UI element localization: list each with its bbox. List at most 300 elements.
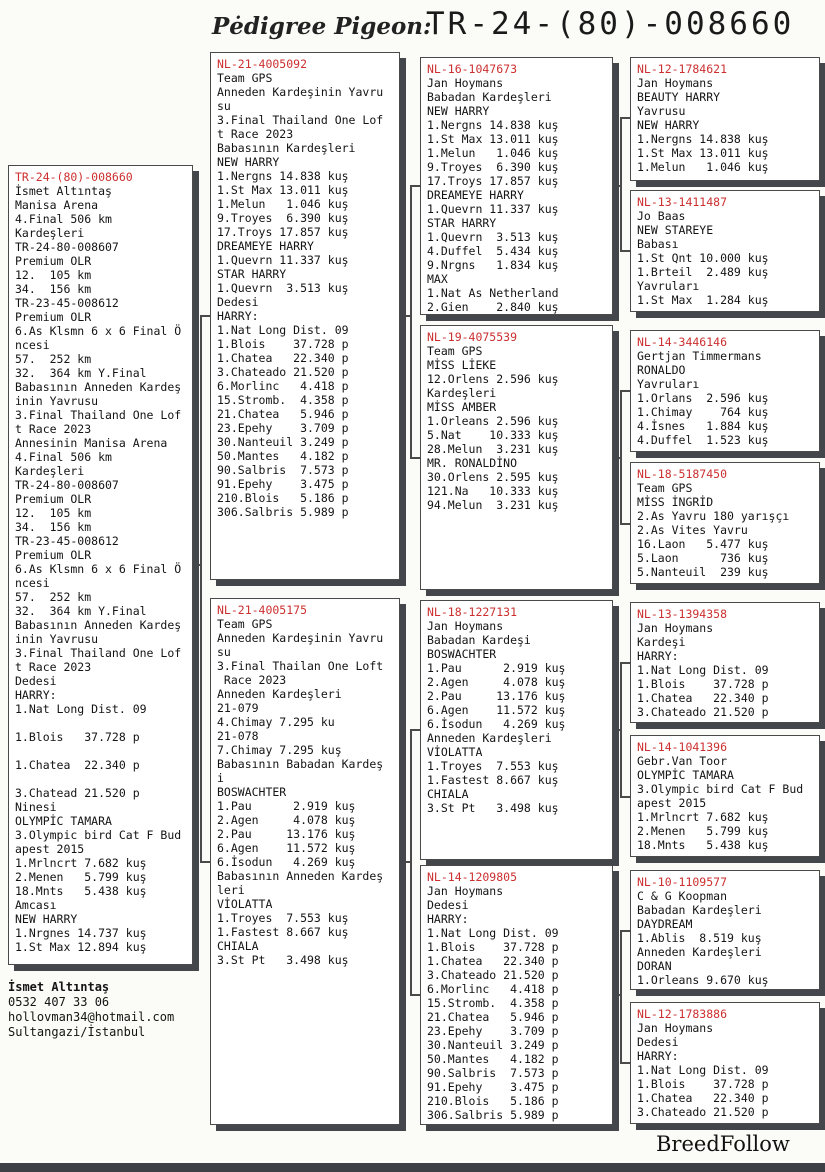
- pedigree-text-line: MR. RONALDİNO: [427, 456, 518, 470]
- pedigree-text-line: Babasının Kardeşleri: [217, 141, 356, 155]
- pedigree-text-line: TR-23-45-008612: [15, 534, 119, 548]
- pedigree-text-line: 2.Menen 5.799 kuş: [637, 824, 769, 838]
- pedigree-text-line: Babasının Anneden Kardeş: [15, 380, 182, 394]
- pedigree-text-line: 12. 105 km: [15, 268, 92, 282]
- pedigree-text-line: Babasının Babadan Kardeş: [217, 757, 384, 771]
- pedigree-text-line: 5.Nat 10.333 kuş: [427, 428, 559, 442]
- connector-line: [620, 117, 630, 119]
- connector-line: [620, 930, 622, 1064]
- pedigree-text-line: 6.As Klsmn 6 x 6 Final Ö: [15, 562, 182, 576]
- pedigree-text-line: 2.Gien 2.840 kuş: [427, 300, 559, 314]
- pedigree-text-line: 5.Nanteuil 239 kuş: [637, 565, 769, 579]
- ring-id: NL-19-4075539: [427, 330, 518, 344]
- ring-id: NL-14-3446146: [637, 335, 728, 349]
- pedigree-text-line: Race 2023: [217, 673, 287, 687]
- pedigree-text-line: Dedesi: [15, 674, 57, 688]
- connector-line: [620, 523, 630, 525]
- pedigree-text-line: 4.İsnes 1.884 kuş: [637, 419, 769, 433]
- pedigree-text-line: Ninesi: [15, 800, 57, 814]
- pedigree-text-line: Babadan Kardeşleri: [637, 903, 762, 917]
- pedigree-text-line: 3.St Pt 3.498 kuş: [427, 801, 559, 815]
- pedigree-text-line: 6.İsodun 4.269 kuş: [427, 717, 566, 731]
- pedigree-text-line: 9.Troyes 6.390 kuş: [217, 211, 349, 225]
- pedigree-text-line: 12. 105 km: [15, 506, 92, 520]
- connector-line: [620, 796, 630, 798]
- pedigree-text-line: 17.Troys 17.857 kuş: [427, 174, 559, 188]
- pedigree-text-line: 1.Orleans 2.596 kuş: [427, 414, 559, 428]
- breeder-email: hollovman34@hotmail.com: [8, 1010, 175, 1024]
- pedigree-text-line: 1.Nat Long Dist. 09: [637, 663, 769, 677]
- pedigree-text-line: 3.Chatead 21.520 p: [15, 786, 140, 800]
- pedigree-text-line: t Race 2023: [15, 660, 92, 674]
- pedigree-text-line: HARRY:: [637, 1049, 679, 1063]
- pedigree-text-line: 1.Melun 1.046 kuş: [637, 160, 769, 174]
- pedigree-text-line: 4.Chimay 7.295 ku: [217, 715, 335, 729]
- pedigree-text-line: 50.Mantes 4.182 p: [427, 1052, 559, 1066]
- box-lines: [427, 619, 606, 815]
- box-lines: [637, 349, 813, 447]
- connector-line: [620, 390, 622, 525]
- breeder-name: İsmet Altıntaş: [8, 980, 110, 994]
- pedigree-text-line: 1.Nat Long Dist. 09: [15, 702, 147, 716]
- pedigree-text-line: Kardeşleri: [15, 464, 85, 478]
- pedigree-box-paternal-granddam: [420, 325, 613, 590]
- pedigree-text-line: HARRY:: [15, 688, 57, 702]
- pedigree-text-line: HARRY:: [637, 649, 679, 663]
- connector-line: [410, 729, 412, 996]
- pedigree-text-line: 1.Chatea 22.340 p: [637, 1091, 769, 1105]
- pedigree-text-line: Annesinin Manisa Arena: [15, 436, 168, 450]
- pedigree-text-line: 1.Orleans 9.670 kuş: [637, 973, 769, 987]
- pedigree-text-line: 9.Troyes 6.390 kuş: [427, 160, 559, 174]
- pedigree-text-line: DREAMEYE HARRY: [427, 188, 524, 202]
- pedigree-text-line: Kardeşi: [637, 635, 686, 649]
- pedigree-text-line: RONALDO: [637, 363, 686, 377]
- pedigree-text-line: t Race 2023: [217, 127, 294, 141]
- box-lines: [637, 481, 813, 579]
- pedigree-text-line: BEAUTY HARRY: [637, 90, 721, 104]
- connector-line: [200, 861, 210, 863]
- ring-id: NL-21-4005092: [217, 57, 308, 71]
- connector-line: [620, 662, 622, 798]
- pedigree-text-line: 1.St Max 13.011 kuş: [217, 183, 349, 197]
- pedigree-text-line: 18.Mnts 5.438 kuş: [637, 838, 769, 852]
- pedigree-text-line: 2.Menen 5.799 kuş: [15, 870, 147, 884]
- pedigree-text-line: 1.Nergns 14.838 kuş: [427, 118, 559, 132]
- pedigree-text-line: Jan Hoymans: [427, 884, 504, 898]
- pedigree-text-line: 1.Blois 37.728 p: [637, 1077, 769, 1091]
- pedigree-text-line: 21-079: [217, 701, 259, 715]
- pedigree-text-line: 2.Pau 13.176 kuş: [217, 827, 356, 841]
- pedigree-text-line: 3.Final Thailand One Lof: [15, 646, 182, 660]
- pedigree-text-line: Jan Hoymans: [637, 621, 714, 635]
- pedigree-text-line: BOSWACHTER: [427, 647, 497, 661]
- pedigree-text-line: HARRY:: [217, 309, 259, 323]
- pedigree-text-line: 3.Final Thailand One Lof: [15, 408, 182, 422]
- pedigree-text-line: inin Yavrusu: [15, 632, 99, 646]
- pedigree-text-line: 3.Chateado 21.520 p: [637, 1105, 769, 1119]
- pedigree-box-maternal-granddam: [420, 865, 613, 1125]
- pedigree-text-line: Jo Baas: [637, 209, 686, 223]
- pedigree-text-line: VİOLATTA: [217, 897, 273, 911]
- pedigree-text-line: apest 2015: [637, 796, 707, 810]
- pedigree-text-line: NEW HARRY: [15, 912, 78, 926]
- pedigree-text-line: 1.Blois 37.728 p: [217, 337, 349, 351]
- pedigree-text-line: MİSS İNGRİD: [637, 495, 714, 509]
- pedigree-text-line: Jan Hoymans: [427, 76, 504, 90]
- connector-line: [620, 662, 630, 664]
- pedigree-text-line: 210.Blois 5.186 p: [427, 1094, 559, 1108]
- pedigree-text-line: 1.Pau 2.919 kuş: [427, 661, 566, 675]
- pedigree-text-line: Anneden Kardeşinin Yavru: [217, 631, 384, 645]
- pedigree-text-line: 6.Morlinc 4.418 p: [217, 379, 349, 393]
- breedfollow-logo: BreedFollow: [656, 1132, 790, 1156]
- box-lines: [427, 76, 606, 314]
- pedigree-text-line: 21.Chatea 5.946 p: [427, 1010, 559, 1024]
- ring-id: TR-24-(80)-008660: [15, 170, 133, 184]
- pedigree-text-line: TR-23-45-008612: [15, 296, 119, 310]
- pedigree-text-line: Babasının Anneden Kardeş: [15, 618, 182, 632]
- pedigree-text-line: 15.Stromb. 4.358 p: [217, 393, 349, 407]
- ring-id: NL-14-1209805: [427, 870, 518, 884]
- pedigree-text-line: 1.Chatea 22.340 p: [427, 954, 559, 968]
- pedigree-text-line: 1.St Qnt 10.000 kuş: [637, 251, 769, 265]
- pedigree-box-paternal-grandsire: [420, 57, 613, 315]
- pedigree-box-great-grandparent-1: [630, 57, 820, 181]
- pedigree-text-line: Anneden Kardeşleri: [217, 687, 342, 701]
- pedigree-text-line: 121.Na 10.333 kuş: [427, 484, 559, 498]
- pedigree-text-line: 1.Nat Long Dist. 09: [427, 926, 559, 940]
- pedigree-box-great-grandparent-6: [630, 735, 820, 857]
- pedigree-text-line: 1.Fastest 8.667 kuş: [427, 773, 559, 787]
- pedigree-text-line: NEW HARRY: [427, 104, 490, 118]
- pedigree-text-line: 6.Agen 11.572 kuş: [427, 703, 566, 717]
- bottom-bar: [0, 1163, 825, 1172]
- pedigree-text-line: Babasının Anneden Kardeş: [217, 869, 384, 883]
- ring-id: NL-12-1784621: [637, 62, 728, 76]
- pedigree-text-line: 16.Laon 5.477 kuş: [637, 537, 769, 551]
- pedigree-text-line: MİSS LİEKE: [427, 358, 497, 372]
- pedigree-text-line: Jan Hoymans: [427, 619, 504, 633]
- pedigree-text-line: NEW HARRY: [637, 118, 700, 132]
- connector-line: [410, 185, 420, 187]
- pedigree-text-line: 306.Salbris 5.989 p: [217, 505, 349, 519]
- pedigree-text-line: 57. 252 km: [15, 590, 92, 604]
- pedigree-text-line: 6.As Klsmn 6 x 6 Final Ö: [15, 324, 182, 338]
- pedigree-text-line: CHIALA: [217, 939, 259, 953]
- pedigree-text-line: 4.Final 506 km: [15, 212, 112, 226]
- pedigree-text-line: 1.Mrlncrt 7.682 kuş: [637, 810, 769, 824]
- pedigree-text-line: DREAMEYE HARRY: [217, 239, 314, 253]
- pedigree-text-line: Dedesi: [427, 898, 469, 912]
- pedigree-text-line: t Race 2023: [15, 422, 92, 436]
- pedigree-text-line: 6.Agen 11.572 kuş: [217, 841, 356, 855]
- pedigree-text-line: CHIALA: [427, 787, 469, 801]
- connector-line: [410, 457, 420, 459]
- pedigree-text-line: 1.Troyes 7.553 kuş: [427, 759, 559, 773]
- pedigree-text-line: 210.Blois 5.186 p: [217, 491, 349, 505]
- pedigree-text-line: Amcası: [15, 898, 57, 912]
- pedigree-text-line: 90.Salbris 7.573 p: [217, 463, 349, 477]
- pedigree-text-line: Premium OLR: [15, 254, 92, 268]
- pedigree-text-line: 1.Orlans 2.596 kuş: [637, 391, 769, 405]
- connector-line: [620, 1062, 630, 1064]
- pedigree-text-line: Kardeşleri: [15, 226, 85, 240]
- pedigree-text-line: 91.Epehy 3.475 p: [217, 477, 349, 491]
- pedigree-text-line: 1.Blois 37.728 p: [637, 677, 769, 691]
- pedigree-text-line: 32. 364 km Y.Final: [15, 366, 147, 380]
- pedigree-text-line: 2.As Vites Yavru: [637, 523, 748, 537]
- ring-id: NL-14-1041396: [637, 740, 728, 754]
- pedigree-text-line: Team GPS: [217, 617, 273, 631]
- pedigree-text-line: 30.Nanteuil 3.249 p: [217, 435, 349, 449]
- pedigree-text-line: 1.St Max 13.011 kuş: [427, 132, 559, 146]
- connector-line: [200, 315, 210, 317]
- pedigree-text-line: 15.Stromb. 4.358 p: [427, 996, 559, 1010]
- pedigree-text-line: 91.Epehy 3.475 p: [427, 1080, 559, 1094]
- pedigree-text-line: 1.Brteil 2.489 kuş: [637, 265, 769, 279]
- pedigree-text-line: 50.Mantes 4.182 p: [217, 449, 349, 463]
- pedigree-text-line: 18.Mnts 5.438 kuş: [15, 884, 147, 898]
- pedigree-text-line: Anneden Kardeşleri: [427, 731, 552, 745]
- pedigree-text-line: 1.Nergns 14.838 kuş: [637, 132, 769, 146]
- connector-line: [200, 315, 202, 863]
- box-lines: [637, 209, 813, 307]
- pedigree-text-line: su: [217, 99, 231, 113]
- pedigree-box-great-grandparent-5: [630, 602, 820, 723]
- pedigree-text-line: STAR HARRY: [217, 267, 287, 281]
- pedigree-text-line: DAYDREAM: [637, 917, 693, 931]
- pedigree-box-subject: [8, 165, 193, 965]
- pedigree-text-line: 1.Nat As Netherland: [427, 286, 559, 300]
- pedigree-text-line: 4.Duffel 5.434 kuş: [427, 244, 559, 258]
- pedigree-text-line: 2.Pau 13.176 kuş: [427, 689, 566, 703]
- pedigree-text-line: Dedesi: [217, 295, 259, 309]
- pedigree-box-great-grandparent-3: [630, 330, 820, 452]
- pedigree-text-line: OLYMPİC TAMARA: [15, 814, 112, 828]
- pedigree-text-line: Manisa Arena: [15, 198, 99, 212]
- pedigree-text-line: 32. 364 km Y.Final: [15, 604, 147, 618]
- pedigree-text-line: apest 2015: [15, 842, 85, 856]
- pedigree-text-line: 30.Orlens 2.595 kuş: [427, 470, 559, 484]
- pedigree-text-line: 2.Agen 4.078 kuş: [427, 675, 566, 689]
- pedigree-text-line: 1.Quevrn 3.513 kuş: [427, 230, 559, 244]
- pedigree-text-line: BOSWACHTER: [217, 785, 287, 799]
- pedigree-text-line: MİSS AMBER: [427, 400, 497, 414]
- pedigree-text-line: 2.As Yavru 180 yarışçı: [637, 509, 790, 523]
- pedigree-text-line: NEW HARRY: [217, 155, 280, 169]
- pedigree-text-line: 94.Melun 3.231 kuş: [427, 498, 559, 512]
- pedigree-text-line: 1.Blois 37.728 p: [427, 940, 559, 954]
- pedigree-text-line: 1.St Max 13.011 kuş: [637, 146, 769, 160]
- pedigree-text-line: 7.Chimay 7.295 kuş: [217, 743, 342, 757]
- pedigree-text-line: 1.Chatea 22.340 p: [15, 758, 140, 772]
- pedigree-text-line: 306.Salbris 5.989 p: [427, 1108, 559, 1122]
- pedigree-text-line: 1.Melun 1.046 kuş: [427, 146, 559, 160]
- pedigree-text-line: Premium OLR: [15, 310, 92, 324]
- pedigree-text-line: 34. 156 km: [15, 282, 92, 296]
- ring-id: NL-12-1783886: [637, 1007, 728, 1021]
- pedigree-text-line: 3.Chateado 21.520 p: [427, 968, 559, 982]
- pedigree-text-line: Jan Hoymans: [637, 76, 714, 90]
- pedigree-text-line: Team GPS: [637, 481, 693, 495]
- pedigree-text-line: TR-24-80-008607: [15, 240, 119, 254]
- box-lines: [637, 621, 813, 719]
- pedigree-text-line: 1.Nat Long Dist. 09: [637, 1063, 769, 1077]
- breeder-contact: [8, 980, 174, 1040]
- pedigree-text-line: 1.Troyes 7.553 kuş: [217, 911, 349, 925]
- pedigree-text-line: MAX: [427, 272, 448, 286]
- connector-line: [410, 185, 412, 459]
- pedigree-text-line: Yavruları: [637, 279, 700, 293]
- ring-id: NL-16-1047673: [427, 62, 518, 76]
- box-lines: [427, 884, 606, 1122]
- pedigree-text-line: 1.Chimay 764 kuş: [637, 405, 769, 419]
- connector-line: [620, 390, 630, 392]
- pedigree-text-line: 5.Laon 736 kuş: [637, 551, 769, 565]
- pedigree-text-line: Premium OLR: [15, 548, 92, 562]
- pedigree-text-line: 1.Fastest 8.667 kuş: [217, 925, 349, 939]
- pedigree-text-line: STAR HARRY: [427, 216, 497, 230]
- pedigree-text-line: 1.Blois 37.728 p: [15, 730, 140, 744]
- pedigree-text-line: 23.Epehy 3.709 p: [427, 1024, 559, 1038]
- pedigree-text-line: i: [217, 771, 224, 785]
- pedigree-text-line: Team GPS: [427, 344, 483, 358]
- page-title: Pėdigree Pigeon:: [212, 13, 432, 40]
- box-lines: [637, 76, 813, 174]
- pedigree-text-line: İsmet Altıntaş: [15, 184, 112, 198]
- pedigree-text-line: OLYMPİC TAMARA: [637, 768, 734, 782]
- connector-line: [410, 729, 420, 731]
- pedigree-text-line: 3.Olympic bird Cat F Bud: [637, 782, 804, 796]
- pedigree-text-line: 1.Nergns 14.838 kuş: [217, 169, 349, 183]
- subject-ring-number: TR-24-(80)-008660: [426, 6, 795, 42]
- pedigree-text-line: 1.Mrlncrt 7.682 kuş: [15, 856, 147, 870]
- pedigree-text-line: Babası: [637, 237, 679, 251]
- pedigree-text-line: Babadan Kardeşi: [427, 633, 531, 647]
- ring-id: NL-21-4005175: [217, 603, 308, 617]
- pedigree-text-line: 3.St Pt 3.498 kuş: [217, 953, 349, 967]
- pedigree-text-line: Anneden Kardeşinin Yavru: [217, 85, 384, 99]
- pedigree-box-maternal-grandsire: [420, 600, 613, 860]
- pedigree-text-line: Anneden Kardeşleri: [637, 945, 762, 959]
- pedigree-text-line: 21.Chatea 5.946 p: [217, 407, 349, 421]
- pedigree-text-line: ncesi: [15, 576, 50, 590]
- box-lines: [637, 754, 813, 852]
- pedigree-box-great-grandparent-2: [630, 190, 820, 312]
- box-lines: [427, 344, 606, 512]
- pedigree-text-line: 21-078: [217, 729, 259, 743]
- pedigree-text-line: inin Yavrusu: [15, 394, 99, 408]
- pedigree-box-dam: [210, 598, 400, 1125]
- pedigree-text-line: 3.Chateado 21.520 p: [637, 705, 769, 719]
- pedigree-text-line: [15, 772, 186, 786]
- pedigree-text-line: NEW STAREYE: [637, 223, 714, 237]
- pedigree-text-line: leri: [217, 883, 245, 897]
- pedigree-text-line: 1.Pau 2.919 kuş: [217, 799, 356, 813]
- pedigree-text-line: Jan Hoymans: [637, 1021, 714, 1035]
- pedigree-text-line: 17.Troys 17.857 kuş: [217, 225, 349, 239]
- ring-id: NL-13-1394358: [637, 607, 728, 621]
- pedigree-text-line: Team GPS: [217, 71, 273, 85]
- ring-id: NL-10-1109577: [637, 875, 728, 889]
- pedigree-text-line: Yavruları: [637, 377, 700, 391]
- connector-line: [410, 994, 420, 996]
- pedigree-text-line: Yavrusu: [637, 104, 686, 118]
- pedigree-text-line: 1.Quevrn 11.337 kuş: [217, 253, 349, 267]
- pedigree-text-line: 30.Nanteuil 3.249 p: [427, 1038, 559, 1052]
- pedigree-text-line: 3.Chateado 21.520 p: [217, 365, 349, 379]
- pedigree-text-line: 9.Nrgns 1.834 kuş: [427, 258, 559, 272]
- pedigree-box-great-grandparent-4: [630, 462, 820, 584]
- pedigree-text-line: 12.Orlens 2.596 kuş: [427, 372, 559, 386]
- pedigree-text-line: 1.Ablis 8.519 kuş: [637, 931, 762, 945]
- pedigree-text-line: 4.Final 506 km: [15, 450, 112, 464]
- connector-line: [620, 250, 630, 252]
- pedigree-box-great-grandparent-7: [630, 870, 820, 990]
- pedigree-text-line: 1.Nrgnes 14.737 kuş: [15, 926, 147, 940]
- pedigree-text-line: HARRY:: [427, 912, 469, 926]
- pedigree-text-line: 1.Chatea 22.340 p: [637, 691, 769, 705]
- connector-line: [620, 930, 630, 932]
- pedigree-text-line: 1.Nat Long Dist. 09: [217, 323, 349, 337]
- box-lines: [637, 1021, 813, 1119]
- pedigree-text-line: 28.Melun 3.231 kuş: [427, 442, 559, 456]
- pedigree-text-line: DORAN: [637, 959, 672, 973]
- pedigree-text-line: Gertjan Timmermans: [637, 349, 762, 363]
- pedigree-text-line: 1.St Max 1.284 kuş: [637, 293, 769, 307]
- ring-id: NL-13-1411487: [637, 195, 728, 209]
- pedigree-text-line: Kardeşleri: [427, 386, 497, 400]
- pedigree-text-line: 34. 156 km: [15, 520, 92, 534]
- connector-line: [620, 117, 622, 252]
- pedigree-text-line: TR-24-80-008607: [15, 478, 119, 492]
- box-lines: [217, 71, 393, 519]
- box-lines: [637, 889, 813, 987]
- pedigree-text-line: 3.Final Thailan One Loft: [217, 659, 384, 673]
- pedigree-text-line: 6.Morlinc 4.418 p: [427, 982, 559, 996]
- ring-id: NL-18-5187450: [637, 467, 728, 481]
- pedigree-text-line: 6.İsodun 4.269 kuş: [217, 855, 356, 869]
- pedigree-text-line: C & G Koopman: [637, 889, 728, 903]
- pedigree-text-line: 1.Quevrn 11.337 kuş: [427, 202, 559, 216]
- breeder-phone: 0532 407 33 06: [8, 995, 110, 1009]
- breeder-location: Sultangazi/İstanbul: [8, 1025, 146, 1039]
- pedigree-text-line: ncesi: [15, 338, 50, 352]
- pedigree-box-sire: [210, 52, 400, 580]
- pedigree-text-line: 3.Final Thailand One Lof: [217, 113, 384, 127]
- pedigree-text-line: 1.Melun 1.046 kuş: [217, 197, 349, 211]
- pedigree-text-line: Babadan Kardeşleri: [427, 90, 552, 104]
- pedigree-text-line: [15, 744, 186, 758]
- pedigree-text-line: VİOLATTA: [427, 745, 483, 759]
- pedigree-text-line: 1.Quevrn 3.513 kuş: [217, 281, 349, 295]
- ring-id: NL-18-1227131: [427, 605, 518, 619]
- pedigree-text-line: Gebr.Van Toor: [637, 754, 728, 768]
- pedigree-text-line: su: [217, 645, 231, 659]
- pedigree-text-line: 1.Chatea 22.340 p: [217, 351, 349, 365]
- pedigree-text-line: 3.Olympic bird Cat F Bud: [15, 828, 182, 842]
- pedigree-text-line: 1.St Max 12.894 kuş: [15, 940, 147, 954]
- pedigree-text-line: 4.Duffel 1.523 kuş: [637, 433, 769, 447]
- pedigree-text-line: 2.Agen 4.078 kuş: [217, 813, 356, 827]
- pedigree-text-line: 90.Salbris 7.573 p: [427, 1066, 559, 1080]
- box-lines: [15, 184, 186, 954]
- box-lines: [217, 617, 393, 967]
- pedigree-box-great-grandparent-8: [630, 1002, 820, 1124]
- pedigree-text-line: Dedesi: [637, 1035, 679, 1049]
- pedigree-text-line: 23.Epehy 3.709 p: [217, 421, 349, 435]
